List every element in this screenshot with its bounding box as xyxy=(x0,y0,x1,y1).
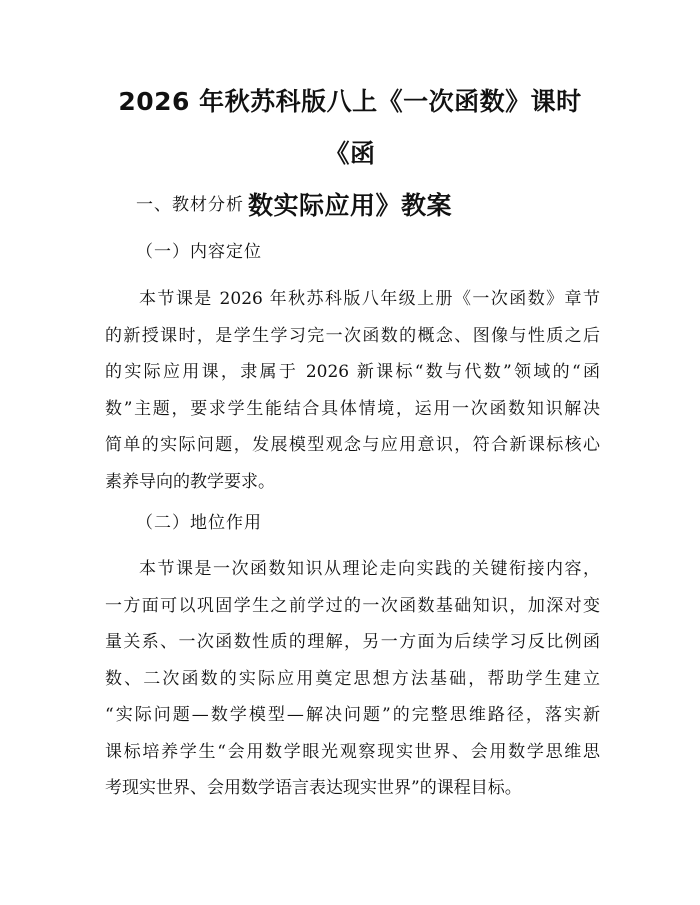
title-line: 数实际应用》教案 xyxy=(247,191,452,220)
paragraph-line: “实际问题—数学模型—解决问题”的完整思维路径，落实新 xyxy=(105,705,600,725)
paragraph-line: 考现实世界、会用数学语言表达现实世界”的课程目标。 xyxy=(105,778,522,798)
title-line: 2026 年秋苏科版八上《一次函数》课时《函 xyxy=(118,87,582,168)
paragraph-line: 数”主题，要求学生能结合具体情境，运用一次函数知识解决 xyxy=(105,398,600,419)
paragraph-role xyxy=(105,551,600,807)
paragraph-line: 量关系、一次函数性质的理解，另一方面为后续学习反比例函 xyxy=(105,632,600,652)
paragraph-line: 简单的实际问题，发展模型观念与应用意识，符合新课标核心 xyxy=(105,435,600,455)
paragraph-line: 本节课是一次函数知识从理论走向实践的关键衔接内容， xyxy=(139,559,600,579)
paragraph-content-positioning xyxy=(105,281,600,500)
subsection-heading-role: （二）地位作用 xyxy=(136,513,262,533)
paragraph-line: 数、二次函数的实际应用奠定思想方法基础，帮助学生建立 xyxy=(105,668,600,689)
paragraph-line: 素养导向的教学要求。 xyxy=(105,471,275,492)
paragraph-line: 的新授课时，是学生学习完一次函数的概念、图像与性质之后 xyxy=(105,325,600,346)
paragraph-line: 一方面可以巩固学生之前学过的一次函数基础知识，加深对变 xyxy=(105,595,600,616)
paragraph-line: 课标培养学生“会用数学眼光观察现实世界、会用数学思维思 xyxy=(105,741,600,762)
subsection-heading-content-positioning: （一）内容定位 xyxy=(136,242,262,262)
section-heading-textbook-analysis: 一、教材分析 xyxy=(136,195,244,215)
paragraph-line: 本节课是 2026 年秋苏科版八年级上册《一次函数》章节 xyxy=(139,289,600,309)
paragraph-line: 的实际应用课，隶属于 2026 新课标“数与代数”领域的“函 xyxy=(105,362,600,382)
